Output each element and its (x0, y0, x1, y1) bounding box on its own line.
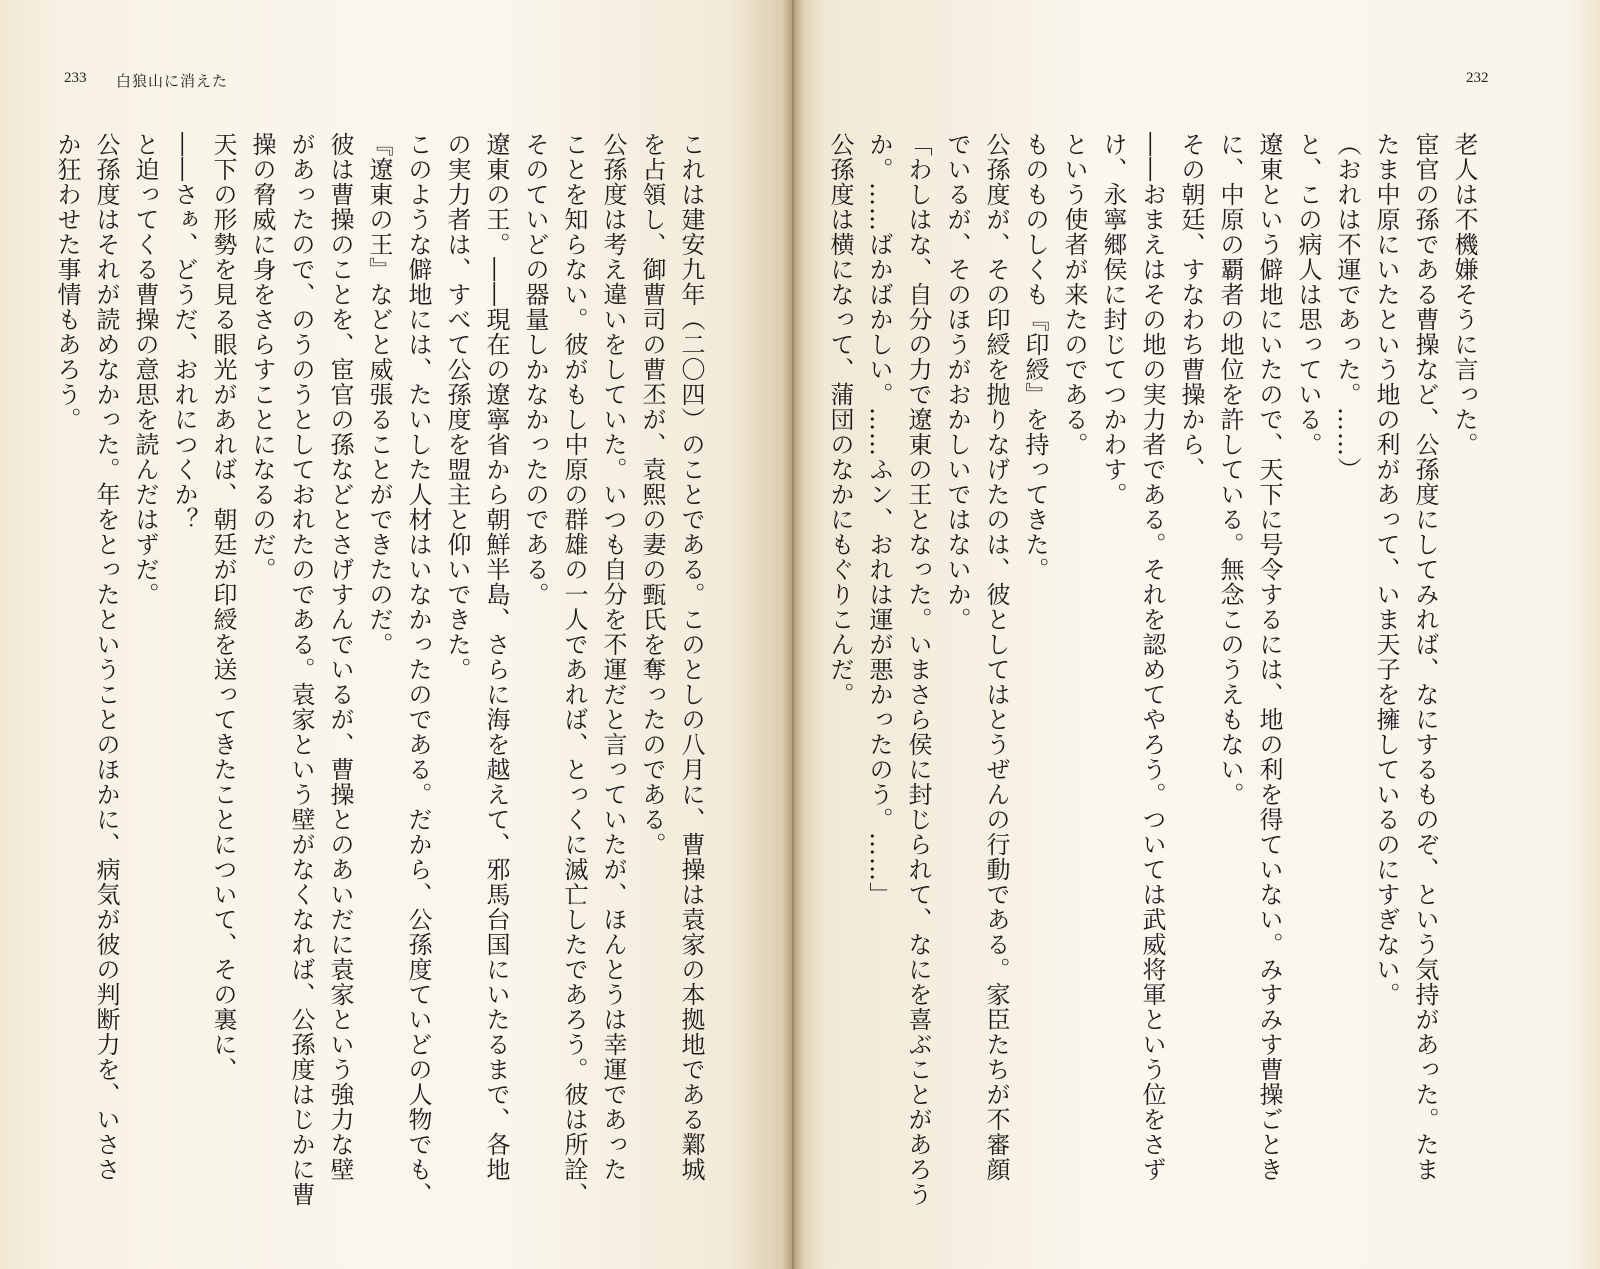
text-line: 天下の形勢を見る眼光があれば、朝廷が印綬を送ってきたことについて、その裏に、 (209, 132, 237, 1082)
text-line: があったので、のうのうとしておれたのである。袁家という壁がなくなれば、公孫度はじかに曹 (287, 132, 315, 1207)
text-line: 老人は不機嫌そうに言った。 (1450, 132, 1478, 457)
text-line: か。……ばかばかしい。……ふン、おれは運が悪かったのう。……」 (865, 132, 893, 907)
text-line: に、中原の覇者の地位を許している。無念このうえもない。 (1216, 132, 1244, 807)
body-text-page-232 (820, 132, 1483, 1232)
text-line: その朝廷、すなわち曹操から、 (1177, 132, 1205, 482)
page-number-left: 233 (64, 70, 87, 86)
text-line: け、永寧郷侯に封じてつかわす。 (1099, 132, 1127, 507)
text-line: と迫ってくる曹操の意思を読んだはずだ。 (131, 132, 159, 607)
text-line: の実力者は、すべて公孫度を盟主と仰いできた。 (443, 132, 471, 682)
page-number-right: 232 (1466, 70, 1489, 86)
text-line: たま中原にいたという地の利があって、いま天子を擁しているのにすぎない。 (1372, 132, 1400, 1007)
text-line: 公孫度は考え違いをしていた。いつも自分を不運だと言っていたが、ほんとうは幸運であった (599, 132, 627, 1182)
book-gutter (782, 0, 804, 1269)
text-line: このような僻地には、たいした人材はいなかったのである。だから、公孫度ていどの人物でも、 (404, 132, 432, 1207)
text-line: という使者が来たのである。 (1060, 132, 1088, 457)
running-head: 白狼山に消えた (116, 72, 229, 90)
text-line: でいるが、そのほうがおかしいではないか。 (943, 132, 971, 632)
text-line: を占領し、御曹司の曹丕が、袁熙の妻の甄氏を奪ったのである。 (638, 132, 666, 857)
text-line: ものものしくも『印綬』を持ってきた。 (1021, 132, 1049, 582)
body-text-page-233 (47, 132, 710, 1232)
text-line: そのていどの器量しかなかったのである。 (521, 132, 549, 607)
text-line: 遼東の王。――現在の遼寧省から朝鮮半島、さらに海を越えて、邪馬台国にいたるまで、各地 (482, 132, 510, 1182)
text-line: （おれは不運であった。……） (1333, 132, 1361, 482)
text-line: 「わしはな、自分の力で遼東の王となった。いまさら侯に封じられて、なにを喜ぶことがあろう (904, 132, 932, 1207)
text-line: 操の脅威に身をさらすことになるのだ。 (248, 132, 276, 582)
text-line: 公孫度が、その印綬を抛りなげたのは、彼としてはとうぜんの行動である。家臣たちが不審顔 (982, 132, 1010, 1182)
text-line: 『遼東の王』などと威張ることができたのだ。 (365, 132, 393, 657)
text-line: ――さぁ、どうだ、おれにつくか？ (170, 132, 198, 532)
text-line: これは建安九年（二〇四）のことである。このとしの八月に、曹操は袁家の本拠地である鄴城 (677, 132, 705, 1182)
text-line: 遼東という僻地にいたので、天下に号令するには、地の利を得ていない。みすみす曹操ごとき (1255, 132, 1283, 1182)
text-line: 宦官の孫である曹操など、公孫度にしてみれば、なにするものぞ、という気持があった。たま (1411, 132, 1439, 1182)
text-line: 公孫度は横になって、蒲団のなかにもぐりこんだ。 (826, 132, 854, 707)
text-line: か狂わせた事情もあろう。 (53, 132, 81, 432)
text-line: 彼は曹操のことを、宦官の孫などとさげすんでいるが、曹操とのあいだに袁家という強力な壁 (326, 132, 354, 1182)
text-line: ことを知らない。彼がもし中原の群雄の一人であれば、とっくに滅亡したであろう。彼は所詮、 (560, 132, 588, 1207)
text-line: と、この病人は思っている。 (1294, 132, 1322, 457)
text-line: 公孫度はそれが読めなかった。年をとったということのほかに、病気が彼の判断力を、いささ (92, 132, 120, 1182)
text-line: ――おまえはその地の実力者である。それを認めてやろう。ついては武威将軍という位をさず (1138, 132, 1166, 1182)
